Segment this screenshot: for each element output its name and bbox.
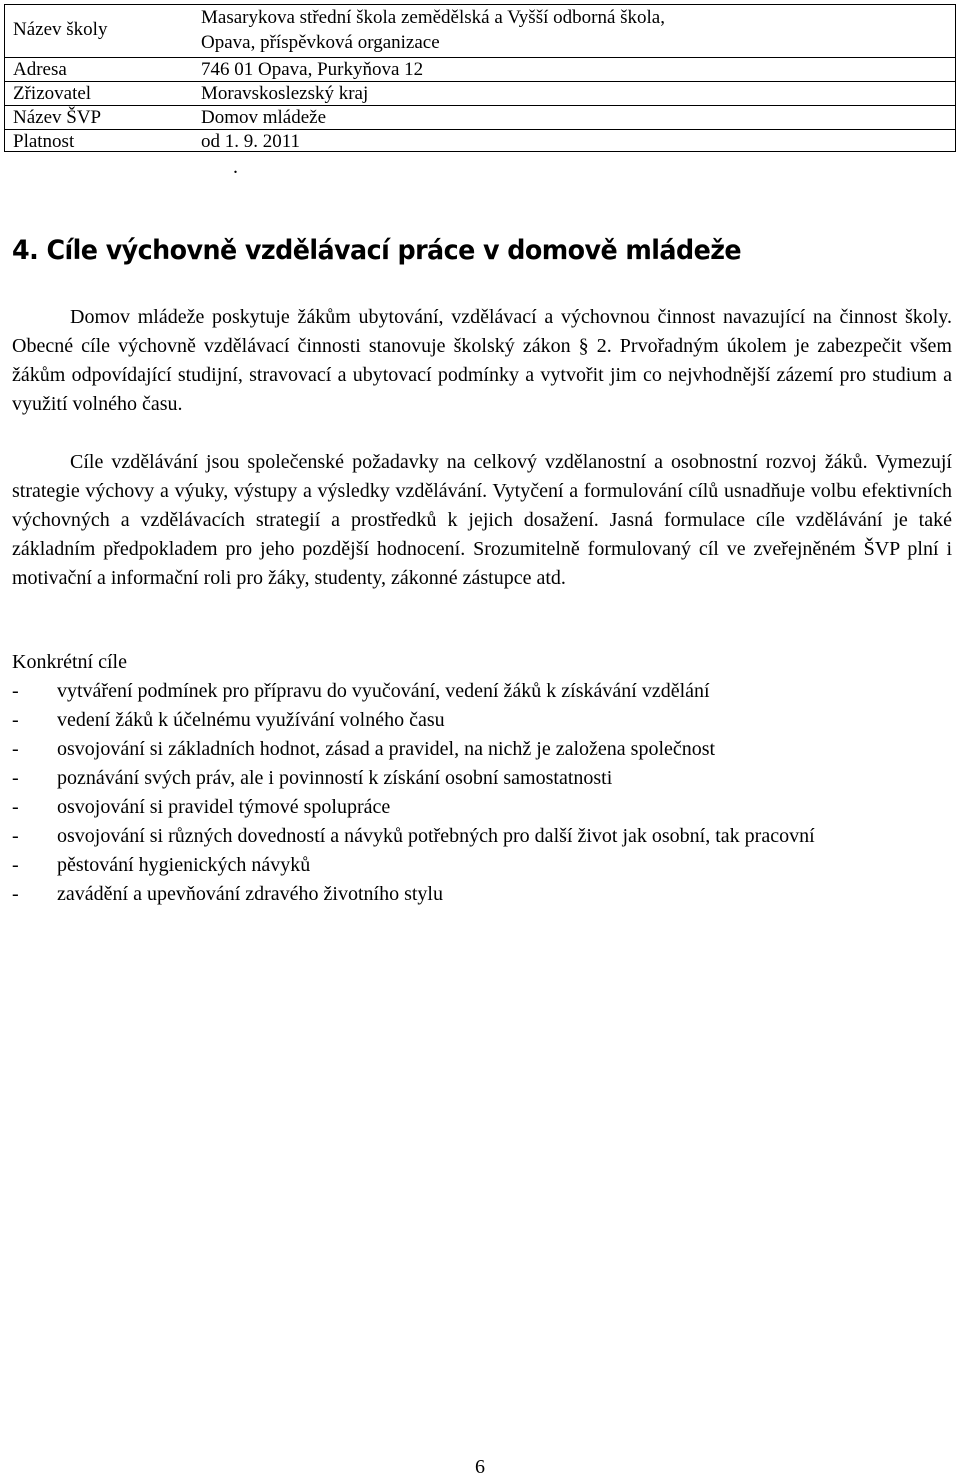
goal-text: osvojování si základních hodnot, zásad a pravidel, na nichž je založena společnost — [57, 738, 716, 760]
bullet-dash: - — [12, 709, 19, 731]
bullet-dash: - — [12, 883, 19, 905]
list-item — [12, 706, 952, 735]
goal-text: vedení žáků k účelnému využívání volného času — [57, 709, 445, 731]
list-item — [12, 822, 952, 851]
section-title: 4. Cíle výchovně vzdělávací práce v domově mládeže — [12, 235, 742, 266]
goals-heading: Konkrétní cíle — [12, 651, 127, 673]
school-info-table — [4, 4, 956, 152]
bullet-dash: - — [12, 796, 19, 818]
label-school-name: Název školy — [13, 19, 108, 40]
value-school-name-line1: Masarykova střední škola zemědělská a Vyšší odborná škola, — [201, 7, 665, 28]
bullet-dash: - — [12, 825, 19, 847]
paragraph-intro: Domov mládeže poskytuje žákům ubytování, vzdělávací a výchovnou činnost navazující na činnost školy. Obecné cíle výchovně vzdělávací činnosti stanovuje školský zákon § 2. Prvořadným úkolem je zabezpečit všem žákům odpovídající studijní, stravovací a ubytovací podmínky a vytvořit jim co nejvhodnější zázemí pro studium a využití volného času. — [12, 306, 952, 415]
value-validity: od 1. 9. 2011 — [201, 131, 301, 152]
row-founder — [5, 81, 955, 105]
label-address: Adresa — [13, 59, 67, 80]
list-item — [12, 793, 952, 822]
goal-text: vytváření podmínek pro přípravu do vyučování, vedení žáků k získávání vzdělání — [57, 680, 710, 702]
row-validity — [5, 129, 955, 152]
label-svp-name: Název ŠVP — [13, 107, 102, 128]
goal-text: osvojování si pravidel týmové spolupráce — [57, 796, 391, 818]
bullet-dash: - — [12, 738, 19, 760]
bullet-dash: - — [12, 680, 19, 702]
goal-text: poznávání svých práv, ale i povinností k získání osobní samostatnosti — [57, 767, 613, 789]
bullet-dash: - — [12, 854, 19, 876]
goal-text: zavádění a upevňování zdravého životního stylu — [57, 883, 443, 905]
paragraph-goals: Cíle vzdělávání jsou společenské požadavky na celkový vzdělanostní a osobnostní rozvoj žáků. Vymezují strategie výchovy a výuky, výstupy a výsledky vzdělávání. Vytyčení a formulování cílů usnadňuje volbu efektivních výchovných a vzdělávacích strategií a prostředků k jejich dosažení. Jasná formulace cíle vzdělávání je také základním předpokladem pro jeho pozdější hodnocení. Srozumitelně formulovaný cíl ve zveřejněném ŠVP plní i motivační a informační roli pro žáky, studenty, zákonné zástupce atd. — [12, 451, 952, 589]
row-svp-name — [5, 105, 955, 129]
list-item — [12, 735, 952, 764]
list-item — [12, 764, 952, 793]
row-school-name — [5, 5, 955, 57]
list-item — [12, 677, 952, 706]
value-school-name-line2: Opava, příspěvková organizace — [201, 32, 440, 53]
list-item — [12, 880, 952, 909]
separator-dot: . — [233, 156, 238, 178]
row-address — [5, 57, 955, 81]
label-founder: Zřizovatel — [13, 83, 92, 104]
goal-text: osvojování si různých dovedností a návyků potřebných pro další život jak osobní, tak pracovní — [57, 825, 815, 847]
value-address: 746 01 Opava, Purkyňova 12 — [201, 59, 424, 80]
value-svp-name: Domov mládeže — [201, 107, 327, 128]
label-validity: Platnost — [13, 131, 75, 152]
value-founder: Moravskoslezský kraj — [201, 83, 369, 104]
goal-text: pěstování hygienických návyků — [57, 854, 311, 876]
goals-list — [12, 677, 952, 909]
page-number: 6 — [475, 1456, 485, 1478]
bullet-dash: - — [12, 767, 19, 789]
list-item — [12, 851, 952, 880]
